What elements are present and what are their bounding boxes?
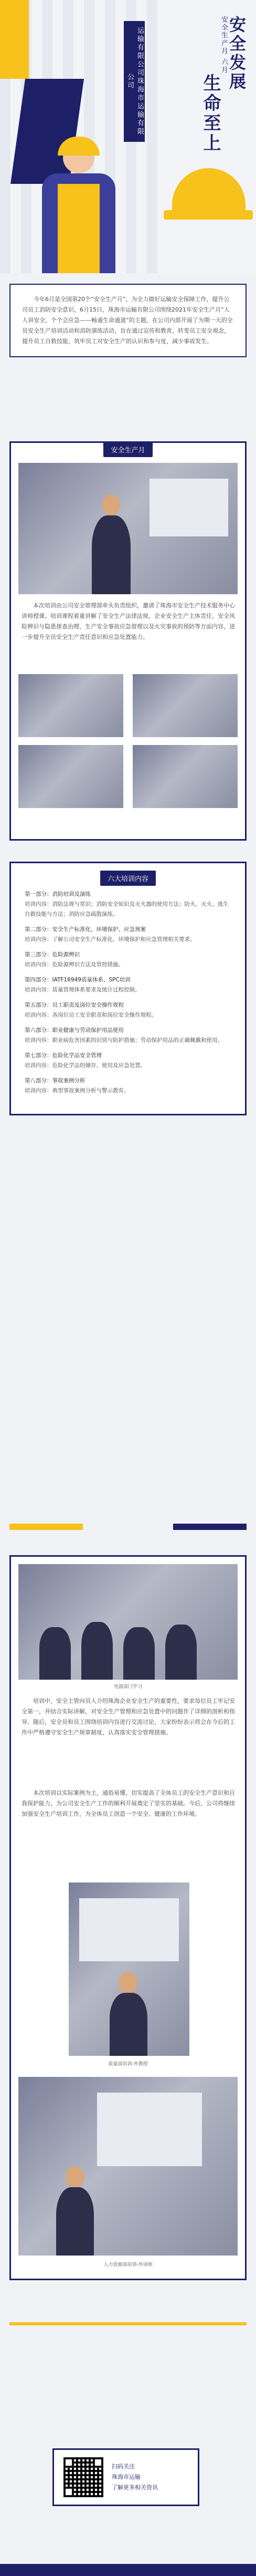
footer-divider (9, 2322, 247, 2325)
section-training-contents (9, 862, 247, 1115)
hero-banner (0, 0, 256, 273)
bottom-bar (0, 2564, 256, 2576)
photo-drill-3 (18, 745, 123, 808)
footer-line-1: 扫码关注 (112, 2463, 135, 2470)
training-item: 第六部分：职业健康与劳动保护用品使用 培训内容：职业病危害因素的识别与防护措施；劳动保护用品的正确佩戴和使用。 (25, 1027, 223, 1043)
training-item: 第七部分：危险化学品安全管理 培训内容：危险化学品的储存、使用及应急处置。 (25, 1052, 146, 1069)
training-item: 第五部分：员工职责及岗位安全操作规程 培训内容：各岗位员工安全职责和岗位安全操作规程。 (25, 1002, 157, 1018)
caption-hr-dept: 人力资源部培训-外讲师 (103, 2262, 153, 2268)
footer-qr-card (52, 2448, 199, 2506)
training-list (25, 889, 231, 1096)
training-item: 第一部分：消防培训及演练 培训内容：消防法规与常识；消防安全知识及灭火器的使用方法；防火、灭火、逃生自救技能与方法；消防应急疏散演练。 (25, 891, 229, 917)
caption-quality-dept: 质量部培训-外教授 (108, 2062, 148, 2067)
photo-electrical-dept (18, 1564, 238, 1680)
hero-tagline: 安全生产月 六月 (220, 16, 228, 75)
hero-title-main: 安全发展 (227, 16, 247, 91)
training-item: 第四部分：IATF16949质量体系、SPC培训 培训内容：质量管理体系要求及统计过程控制。 (25, 977, 141, 993)
photo-drill-1 (18, 674, 123, 737)
decor-navy-bar (173, 1524, 247, 1530)
section-pill-safety-month: 安全生产月 (103, 442, 152, 457)
footer-line-2: 珠海市运输 (112, 2474, 141, 2480)
training-item: 第二部分：安全生产标准化、环境保护、应急预案 培训内容：了解公司安全生产标准化、环境保护和应急管理相关要求。 (25, 926, 196, 943)
footer-line-3: 了解更多相关资讯 (112, 2484, 158, 2491)
qr-code-icon[interactable] (63, 2457, 103, 2497)
photo-lecture (18, 463, 238, 594)
hero-yellow-block (0, 0, 29, 79)
section-pill-training: 六大培训内容 (100, 871, 156, 886)
training-item: 第八部分：事故案例分析 培训内容：典型事故案例分析与警示教育。 (25, 1078, 130, 1094)
section-safety-month (9, 441, 247, 841)
section3-paragraph-2: 本次培训以实际案例为主，通俗易懂，切实提高了全体员工的安全生产意识和自我保护能力，为公司安全生产工作的顺利开展奠定了坚实的基础。今后，公司将继续加强安全生产培训工作，为全体员工创造一个安全、健康的工作环境。 (22, 1789, 235, 1817)
intro-paragraph: 今年6月是全国第20个“安全生产月”，为全力做好运输安全保障工作，提升公司员工消防安全意识，6月15日，珠海市运输有限公司围绕2021年安全生产月“人人讲安全、个个会应急——畅通生命通道”的主题，在公司内部开展了为期一天的全员安全生产培训活动和消防演练活动，旨在通过宣传和教育，转变员工安全观念，提升员工自救技能，筑牢员工对安全生产的认识和参与度，减少事故发生。 (22, 296, 233, 345)
hero-title-group (173, 16, 252, 173)
worker-illustration (21, 137, 136, 273)
hard-hat-icon (58, 137, 100, 156)
caption-electrical-dept: 电器部门学习 (113, 1684, 142, 1690)
photo-drill-4 (133, 745, 238, 808)
training-item: 第三部分：危险源辨识 培训内容：危险源辨识方法及管控措施。 (25, 951, 124, 968)
footer-text (112, 2461, 158, 2493)
intro-card (9, 284, 247, 357)
section1-paragraph: 本次培训由公司安全管理部牵头负责组织，邀请了珠海市安全生产技术服务中心讲师授课。培训课程着重讲解了安全生产法律法规、企业安全生产主体责任、安全风险辨识与隐患排查治理、生产安全事故应急管理以及火灾事故的预防等方面内容，进一步提升全员安全生产责任意识和应急处置能力。 (22, 602, 235, 640)
decor-yellow-bar (9, 1524, 83, 1530)
helmet-icon (172, 168, 246, 215)
section-training-photos (9, 1555, 247, 2280)
photo-quality-dept (69, 1882, 189, 2056)
section3-paragraph-1: 培训中，安全主管向员人介绍珠海企业安全生产的重要性，要求每位员工牢记安全第一，并结合实际讲解，对安全生产管理和应急处置中的问题作了详细的剖析和指导。随后，安全员和员工围绕培训内容进行交流讨论，大家纷纷表示将会在今后的工作中严格遵守安全生产规章制度，认真落实安全管理措施。 (22, 1698, 235, 1736)
hero-title-sub: 生命至上 (200, 74, 221, 153)
photo-hr-dept (18, 2077, 238, 2256)
company-name: 运输有限公司珠海市运输有限公司 (124, 21, 145, 142)
photo-drill-2 (133, 674, 238, 737)
